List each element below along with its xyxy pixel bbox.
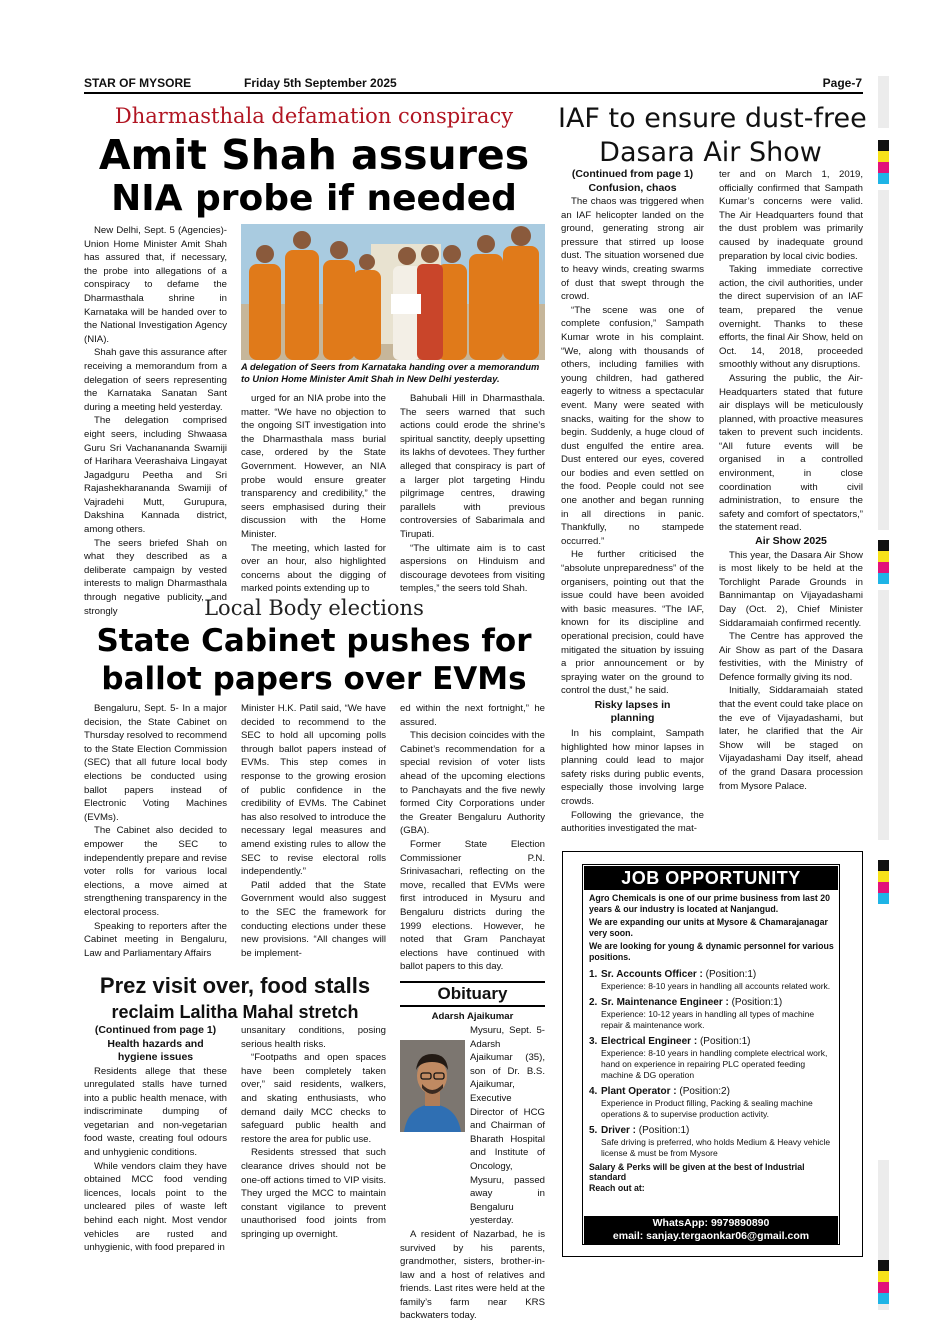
registration-bar	[878, 590, 889, 840]
continued-label: (Continued from page 1)	[571, 168, 694, 180]
kicker-dharmasthala: Dharmasthala defamation conspiracy	[114, 104, 514, 128]
para: The Centre has approved the Air Show as part of the Dasara festivities, with the Ministry of Defence formally giving its nod.	[719, 631, 863, 683]
headline-amit-shah-2: NIA probe if needed	[111, 178, 517, 219]
a2-column-3	[400, 702, 545, 973]
job-num: 1.	[589, 968, 598, 980]
job-role-line	[589, 968, 835, 981]
job-desc: Experience: 8-10 years in handling all accounts related work.	[601, 980, 831, 991]
a2-column-1	[84, 702, 227, 968]
headline-amit-shah-1: Amit Shah assures	[98, 131, 530, 179]
headline-iaf-1: IAF to ensure dust-free	[558, 103, 867, 134]
job-position: (Position:2)	[679, 1086, 730, 1098]
subhead-air-show-2025: Air Show 2025	[755, 535, 827, 548]
job-role: Electrical Engineer :	[601, 1036, 698, 1048]
a1-column-1	[84, 224, 227, 617]
header-rule	[84, 92, 863, 94]
job-role: Sr. Maintenance Engineer :	[601, 997, 729, 1009]
subhead-risky-lapses: Risky lapses in planning	[594, 698, 671, 725]
para: The meeting, which lasted for over an hour, also highlighted concerns about the digging of marked points extending up to	[241, 542, 386, 595]
para: Patil added that the State Government would also suggest to the SEC the framework for conducting elections under these new provisions. “All changes will be implement-	[241, 879, 386, 959]
para: ed within the next fortnight,” he assured.	[400, 703, 545, 728]
job-num: 4.	[589, 1086, 598, 1098]
a3-column-1	[561, 168, 704, 840]
headline-prez-visit-1: Prez visit over, food stalls	[99, 973, 371, 998]
job-whatsapp[interactable]: WhatsApp: 9979890890	[652, 1217, 770, 1229]
obituary-name: Adarsh Ajaikumar	[431, 1011, 514, 1022]
job-intro-3: We are looking for young & dynamic personnel for various positions.	[589, 941, 834, 962]
headline-cabinet-2: ballot papers over EVMs	[101, 661, 527, 697]
para: ter and on March 1, 2019, officially confirmed that Sampath Kumar’s concerns were valid. The Air Headquarters found that the dust problem was primarily caused by inadequate ground preparation by local civic bodies.	[719, 169, 863, 262]
job-item	[589, 968, 835, 992]
para: This year, the Dasara Air Show is most likely to be held at the Torchlight Parade Grounds in Bannimantap on Vijayadashami Day (Oct. 2), Chief Minister Siddaramaiah confirmed recently.	[719, 549, 863, 629]
job-item	[589, 1085, 835, 1119]
job-desc: Experience: 8-10 years in handling complete electrical work, hand on experience in repairing PLC operated feeding machine & DG operation	[601, 1048, 828, 1080]
photo-caption: A delegation of Seers from Karnataka handing over a memorandum to Union Home Minister Amit Shah in New Delhi yesterday.	[241, 362, 540, 384]
para: Shah gave this assurance after receiving a memorandum from a delegation of seers representing the Karnataka Sanatan Sant during a meeting held yesterday.	[84, 347, 227, 413]
job-ad-body	[589, 893, 835, 1215]
job-position: (Position:1)	[638, 1125, 690, 1137]
para: Residents stressed that such clearance drives should not be one-off actions timed to VIP visits. They urged the MCC to maintain constant vigilance to prevent unauthorised food joints from springing up overnight.	[241, 1147, 386, 1240]
para: unsanitary conditions, posing serious health risks.	[241, 1025, 386, 1050]
a1-column-2	[241, 392, 386, 595]
para: Bengaluru, Sept. 5- In a major decision, the State Cabinet on Thursday resolved to recommend to the State Election Commission (SEC) that all future local body elections be conducted using ballot papers instead of Electronic Voting Machines (EVMs).	[84, 703, 227, 823]
para: Assuring the public, the Air-Headquarters stated that future air displays will be meticulously planned, with proactive measures taken to prevent such incidents. “All future events will be organised in a controlled environment, in close coordination with civil administration, to ensure the safety and comfort of spectators,” the statement read.	[719, 372, 863, 534]
headline-iaf-2: Dasara Air Show	[599, 137, 822, 168]
para: The Cabinet also decided to empower the SEC to independently prepare and revise voter rolls for various local elections, a move aimed at strengthening transparency in the electoral process.	[84, 825, 227, 918]
para: This decision coincides with the Cabinet’s recommendation for a special revision of voter lists ahead of the upcoming elections to Panchayats and the five newly formed City Corporations under the Greater Bengaluru Authority (GBA).	[400, 730, 545, 837]
para: A resident of Nazarbad, he is survived by his parents, grandmother, sisters, brother-in-law and a host of relatives and friends. Last rites were held at the family’s farm near KRS backwaters today.	[400, 1228, 545, 1322]
job-salary: Salary & Perks will be given at the best of Industrial standard	[589, 1161, 805, 1183]
para: He further criticised the “absolute unpreparedness” of the organisers, pointing out that the issue could have been avoided with basic measures. “The IAF, known for its discipline and operational precision, could have mitigated the situation by issuing a prior announcement or by spraying water on the ground to control the dust,” he said.	[561, 549, 704, 697]
job-desc: Experience in Product filling, Packing & sealing machine operations & to supervise production activity.	[601, 1098, 813, 1119]
job-item	[589, 1035, 835, 1080]
seers-photo	[241, 224, 545, 360]
para: “The ultimate aim is to cast aspersions on Hinduism and discourage devotees from visiting temples,” the seers told Shah.	[400, 542, 545, 595]
job-role-line	[589, 1124, 835, 1137]
job-ad-title: JOB OPPORTUNITY	[584, 866, 838, 890]
para: The delegation comprised eight seers, including Shwaasa Guru Sri Vachanananda Swamiji of Harihara Veerashaiva Lingayat Jagadguru Peetha and Sri Rajashekharananda Swamiji of Vajradehi Mutt, Gurupura, Dakshina Kannada district, among others.	[84, 415, 227, 536]
job-desc: Safe driving is preferred, who holds Medium & Heavy vehicle license & must be from Mysore	[601, 1137, 831, 1158]
subhead-health-hazards: Health hazards and hygiene issues	[107, 1037, 204, 1063]
para: The seers briefed Shah on what they described as a deliberate campaign by vested interests to malign Dharmasthala through negative publicity, and strongly	[84, 537, 227, 617]
para: In his complaint, Sampath highlighted how minor lapses in planning could lead to major safety risks during public events, especially those involving large crowds.	[561, 727, 704, 807]
job-role-line	[589, 1035, 835, 1048]
job-role-line	[589, 1085, 835, 1098]
subhead-confusion: Confusion, chaos	[588, 181, 677, 194]
para	[400, 1024, 545, 1228]
job-num: 2.	[589, 997, 598, 1009]
job-position: (Position:1)	[731, 997, 783, 1009]
para: Minister H.K. Patil said, “We have decided to recommend to the SEC to hold all upcoming polls through ballot papers instead of EVMs. This step comes in response to the growing erosion of public confidence in the credibility of EVMs. The Cabinet has also resolved to introduce the necessary legal measures and amend existing rules to allow the SEC to revise electoral rolls independently.”	[241, 703, 386, 878]
cmyk-strip-1	[878, 140, 889, 184]
para: Following the grievance, the authorities investigated the mat-	[561, 809, 704, 835]
job-num: 5.	[589, 1125, 598, 1137]
para: New Delhi, Sept. 5 (Agencies)- Union Home Minister Amit Shah has assured that, if necessary, the probe into allegations of a conspiracy to defame the Dharmasthala shrine in Karnataka will be handed over to the National Investigation Agency (NIA).	[84, 225, 227, 345]
registration-bar	[878, 190, 889, 530]
job-role-line	[589, 996, 835, 1009]
para: Former State Election Commissioner P.N. Srinivasachari, reflecting on the move, recalled that EVMs were first introduced in Mysuru and Bengaluru districts during the 1999 elections. However, he noted that Gram Panchayat elections have continued with ballot papers to this day.	[400, 838, 545, 973]
job-position: (Position:1)	[705, 968, 757, 980]
para: “The scene was one of complete confusion,” Sampath Kumar wrote in his complaint. “We, along with thousands of others, including families with young children, had gathered eagerly to witness a spectacular event. Many were seated with snacks, waiting for the show to begin. Suddenly, a huge cloud of dust engulfed the entire area. Dust entered our eyes, covered our bodies and even settled on the food. People could not see one another and began running in all directions in panic. Thankfully, no stampede occurred.”	[561, 304, 704, 547]
kicker-local-body: Local Body elections	[204, 596, 424, 620]
job-reach: Reach out at:	[589, 1182, 645, 1193]
a1-column-3	[400, 392, 545, 595]
job-intro: Agro Chemicals is one of our prime business from last 20 years & our industry is located at Nanjangud.	[589, 893, 830, 914]
para: Bahubali Hill in Dharmasthala. The seers warned that such actions could erode the shrine’s spiritual sanctity, deeply upsetting its lakhs of devotees. They further alleged that conspiracy is part of a larger plot targeting Hindu pilgrimage centres, drawing parallels with previous controversies of Sabarimala and Tirupati.	[400, 393, 545, 540]
para: Residents allege that these unregulated stalls have turned into a public health menace, with indiscriminate dumping of vegetarian and non-vegetarian food waste, creating foul odours and unhygienic conditions.	[84, 1065, 227, 1159]
job-email[interactable]: email: sanjay.tergaonkar06@gmail.com	[612, 1230, 810, 1242]
para: urged for an NIA probe into the matter. “We have no objection to the ongoing SIT investigation into the Dharmasthala mass burial case, ordered by the State Government. However, an NIA probe would ensure greater transparency and credibility,” the seers emphasised during their discussion with the Home Minister.	[241, 393, 386, 540]
job-role: Driver :	[601, 1125, 637, 1137]
masthead-name: STAR OF MYSORE	[84, 76, 192, 90]
obituary-title: Obituary	[400, 981, 545, 1007]
cmyk-strip-2	[878, 540, 889, 584]
a4-column-1	[84, 1024, 227, 1270]
para: While vendors claim they have obtained MCC food vending licences, locals point to the uncleared piles of waste left behind each night. Most vendor vehicles are rusted and unhygienic, with food prepared in	[84, 1160, 227, 1254]
para: The chaos was triggered when an IAF helicopter landed on the ground, generating strong air pressure that stirred up loose dust. The situation worsened due to heavy winds, creating swarms of dust that swept through the crowd.	[561, 196, 704, 303]
job-role: Plant Operator :	[601, 1086, 677, 1098]
para: Initially, Siddaramaiah stated that the event could take place on the eve of Vijayadashami, but later, he clarified that the Air Show will be staged on Vijayadashami Day itself, ahead of the grand Dasara procession from Mysore Palace.	[719, 685, 863, 792]
headline-prez-visit-2: reclaim Lalitha Mahal stretch	[111, 1002, 359, 1022]
obituary-body	[400, 1024, 545, 1322]
registration-bar	[878, 76, 889, 128]
headline-cabinet-1: State Cabinet pushes for	[96, 623, 532, 659]
para: Taking immediate corrective action, the civil authorities, under the direct supervision of an IAF team, prepared the venue overnight. Thanks to these efforts, the final Air Show, held on Oct. 14, 2018, proceeded smoothly without any disruptions.	[719, 264, 863, 371]
cmyk-strip-3	[878, 860, 889, 904]
cmyk-strip-4	[878, 1260, 889, 1304]
obit-lead: Mysuru, Sept. 5- Adarsh Ajaikumar (35), son of Dr. B.S. Ajaikumar, Executive Director of HCG and Chairman of Bharath Hospital and Institute of Oncology, Mysuru, passed away in Bengaluru yesterday.	[470, 1025, 545, 1227]
job-role: Sr. Accounts Officer :	[601, 968, 703, 980]
continued-label: (Continued from page 1)	[94, 1024, 217, 1036]
job-item	[589, 1124, 835, 1158]
a3-column-2	[719, 168, 863, 840]
job-position: (Position:1)	[699, 1036, 751, 1048]
a2-column-2	[241, 702, 386, 968]
page-number: Page-7	[822, 76, 862, 90]
issue-date: Friday 5th September 2025	[244, 76, 397, 90]
para: “Footpaths and open spaces have been completely taken over,” said residents, walkers, and skating enthusiasts, who demand daily MCC checks to safeguard public health and restore the area for public use.	[241, 1052, 386, 1145]
job-item	[589, 996, 835, 1030]
a4-column-2	[241, 1024, 386, 1270]
job-num: 3.	[589, 1036, 598, 1048]
para: Speaking to reporters after the Cabinet meeting in Bengaluru, Law and Parliamentary Affairs	[84, 920, 227, 959]
job-intro-2: We are expanding our units at Mysore & Chamarajanagar very soon.	[589, 917, 828, 938]
job-desc: Experience: 10-12 years in handling all types of machine repair & maintenance work.	[601, 1009, 815, 1030]
